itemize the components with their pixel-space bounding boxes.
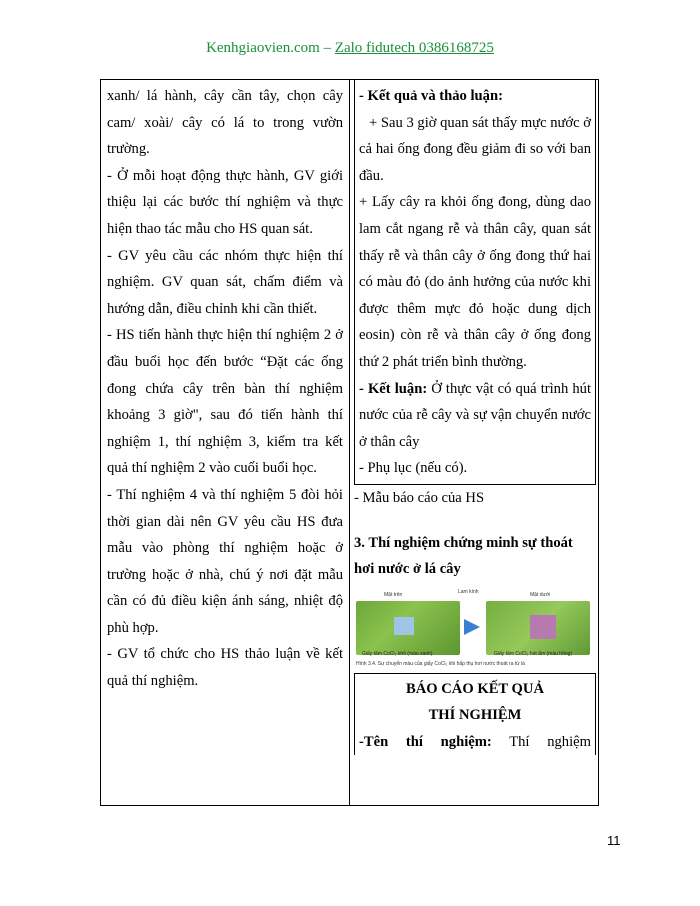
report-template-box	[354, 673, 596, 756]
student-product-column	[354, 80, 596, 755]
section-3-title: 3. Thí nghiệm chứng minh sự thoát hơi nước ở lá cây	[354, 534, 573, 578]
left-paragraph: - GV tổ chức cho HS thảo luận về kết quả thí nghiệm.	[107, 646, 343, 690]
page-number: 11	[607, 833, 621, 848]
cobalt-paper-dry	[394, 617, 414, 635]
column-divider	[349, 80, 350, 805]
appendix: - Phụ lục (nếu có).	[359, 460, 468, 477]
label-top-left: Mặt trên	[384, 591, 403, 598]
figure-caption: Hình 3.4. Sự chuyển màu của giấy CoCl₂ khi hấp thụ hơi nước thoát ra từ lá	[356, 660, 525, 667]
label-bottom-right: Giấy tẩm CoCl₂ hút ẩm (màu hồng)	[494, 650, 573, 657]
left-paragraph: - HS tiến hành thực hiện thí nghiệm 2 ở đầu buổi học đến bước “Đặt các ống đong chứa cây trên bàn thí nghiệm khoảng 3 giờ", sau đó tiến hành thí nghiệm 1, thí nghiệm 3, kiểm tra kết quả thí nghiệm 2 vào cuối buổi học.	[107, 327, 343, 477]
left-paragraph: - GV yêu cầu các nhóm thực hiện thí nghiệm. GV quan sát, chấm điểm và hướng dẫn, điều chỉnh khi cần thiết.	[107, 247, 343, 317]
label-middle: Lam kính	[458, 588, 479, 595]
experiment-name-label: -Tên thí nghiệm:	[359, 733, 492, 750]
left-paragraph: - Ở mỗi hoạt động thực hành, GV giới thiệu lại các bước thí nghiệm và thực hiện thao tác mẫu cho HS quan sát.	[107, 167, 343, 237]
contact-link[interactable]: Zalo fidutech 0386168725	[334, 40, 494, 56]
label-top-right: Mặt dưới	[530, 591, 551, 598]
page-header	[0, 40, 700, 57]
conclusion	[359, 376, 591, 456]
teacher-activity-column	[107, 83, 343, 695]
report-note	[354, 485, 596, 512]
result-2: + Lấy cây ra khỏi ống đong, dùng dao lam cắt ngang rễ và thân cây, quan sát thấy rễ và thân cây ở ống đong thứ hai có màu đỏ (do ảnh hưởng của nước khi được thêm mực đỏ hoặc dung dịch eosin) còn rễ và thân cây ở ống đong thứ 2 phát triển bình thường.	[359, 194, 591, 370]
site-name: Kenhgiaovien.com –	[206, 40, 335, 56]
report-sample: - Mẫu báo cáo của HS	[354, 489, 485, 506]
report-title-line-1: BÁO CÁO KẾT QUẢ	[406, 680, 544, 697]
report-title-line-2: THÍ NGHIỆM	[428, 707, 522, 724]
conclusion-label: - Kết luận:	[359, 380, 428, 397]
experiment-name-line	[359, 729, 591, 756]
cobalt-paper-moist	[530, 615, 556, 639]
results-heading: - Kết quả và thảo luận:	[359, 88, 503, 104]
figure-3-4	[354, 589, 591, 669]
arrow-right-icon	[464, 619, 480, 635]
lesson-table	[100, 79, 599, 806]
results-box	[354, 80, 596, 485]
left-paragraph: xanh/ lá hành, cây cần tây, chọn cây cam/ xoài/ cây có lá to trong vườn trường.	[107, 88, 343, 158]
result-1: + Sau 3 giờ quan sát thấy mực nước ở cả hai ống đong đều giảm đi so với ban đầu.	[359, 114, 591, 184]
experiment-name-text: Thí nghiệm	[509, 733, 591, 750]
label-bottom-left: Giấy tẩm CoCl₂ khô (màu xanh)	[362, 650, 433, 657]
left-paragraph: - Thí nghiệm 4 và thí nghiệm 5 đòi hỏi thời gian dài nên GV yêu cầu HS đưa mẫu vào phòng thí nghiệm hoặc ở trường hoặc ở nhà, chú ý nơi đặt mẫu cần có đủ điều kiện ánh sáng, nhiệt độ phù hợp.	[107, 486, 343, 636]
conclusion-text: Ở thực vật có quá trình hút nước của rễ cây và sự vận chuyển nước ở thân cây	[359, 380, 592, 450]
